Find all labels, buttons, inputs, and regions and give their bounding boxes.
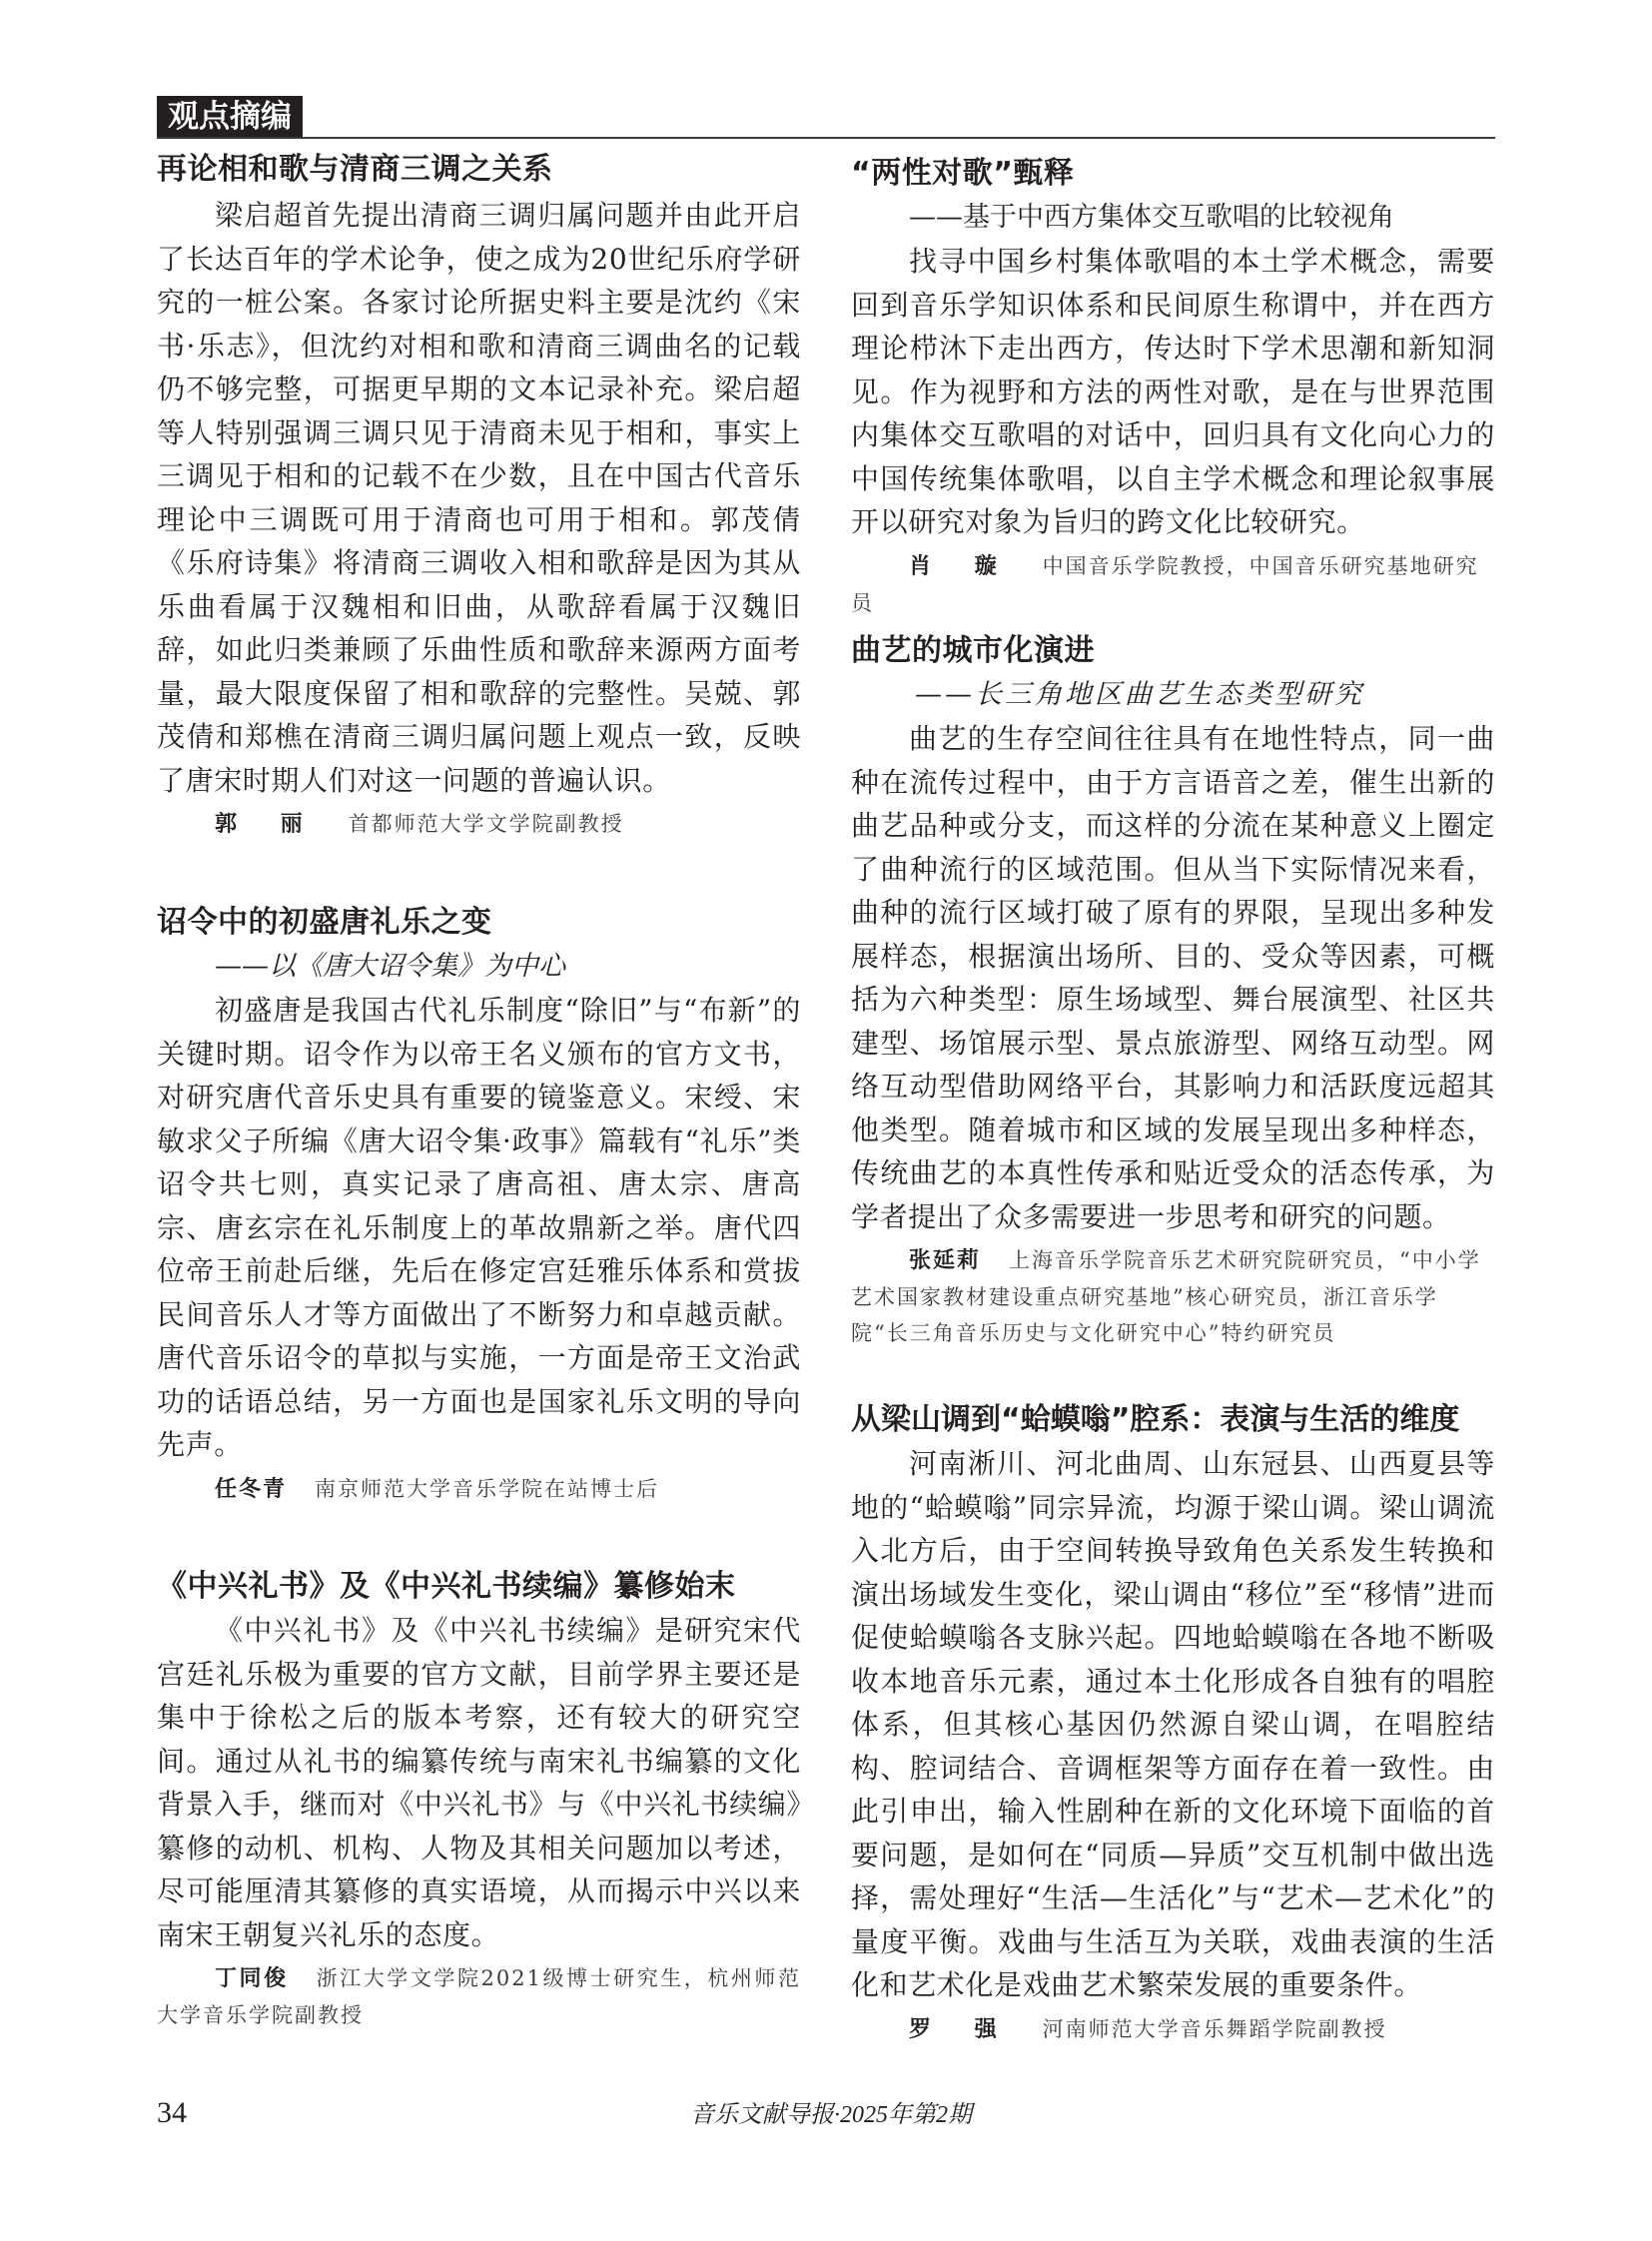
article-body: 找寻中国乡村集体歌唱的本土学术概念，需要回到音乐学知识体系和民间原生称谓中，并在西方理论栉沐下走出西方，传达时下学术思潮和新知洞见。作为视野和方法的两性对歌，是在与世界范围内集体交互歌唱的对话中，回归具有文化向心力的中国传统集体歌唱，以自主学术概念和理论叙事展开以研究对象为旨归的跨文化比较研究。 [851,245,1495,538]
article-byline [157,1960,801,2033]
article-body: 梁启超首先提出清商三调归属问题并由此开启了长达百年的学术论争，使之成为20世纪乐府学研究的一桩公案。各家讨论所据史料主要是沈约《宋书·乐志》，但沈约对相和歌和清商三调曲名的记载仍不够完整，可据更早期的文本记录补充。梁启超等人特别强调三调只见于清商未见于相和，事实上三调见于相和的记载不在少数，且在中国古代音乐理论中三调既可用于清商也可用于相和。郭茂倩《乐府诗集》将清商三调收入相和歌辞是因为其从乐曲看属于汉魏相和旧曲，从歌辞看属于汉魏旧辞，如此归类兼顾了乐曲性质和歌辞来源两方面考量，最大限度保留了相和歌辞的完整性。吴兢、郭茂倩和郑樵在清商三调归属问题上观点一致，反映了唐宋时期人们对这一问题的普遍认识。 [157,199,801,797]
article-subtitle: ——基于中西方集体交互歌唱的比较视角 [909,202,1394,233]
author-name: 肖 璇 [909,553,1015,579]
journal-issue: 音乐文献导报·2025年第2期 [690,2102,972,2128]
author-name: 丁同俊 [215,1966,289,1991]
article-title: 曲艺的城市化演进 [851,633,1095,668]
article-title: 再论相和歌与清商三调之关系 [157,152,553,187]
author-affiliation: 首都师范大学文学院副教授 [348,812,624,836]
article-body: 初盛唐是我国古代礼乐制度“除旧”与“布新”的关键时期。诏令作为以帝王名义颁布的官方文书，对研究唐代音乐史具有重要的镜鉴意义。宋绶、宋敏求父子所编《唐大诏令集·政事》篇载有“礼乐”类诏令共七则，真实记录了唐高祖、唐太宗、唐高宗、唐玄宗在礼乐制度上的革故鼎新之举。唐代四位帝王前赴后继，先后在修定宫廷雅乐体系和赏拔民间音乐人才等方面做出了不断努力和卓越贡献。唐代音乐诏令的草拟与实施，一方面是帝王文治武功的话语总结，另一方面也是国家礼乐文明的导向先声。 [157,994,801,1461]
section-divider [157,137,1495,139]
article-title: “两性对歌”甄释 [851,156,1075,191]
author-affiliation: 南京师范大学音乐学院在站博士后 [315,1476,660,1501]
article-5 [851,629,1495,1351]
author-name: 郭 丽 [215,812,321,837]
article-title: 《中兴礼书》及《中兴礼书续编》纂修始末 [157,1569,736,1604]
article-3 [157,1565,801,2033]
author-name: 任冬青 [215,1476,288,1502]
article-6 [851,1398,1495,2048]
article-byline [851,2011,1495,2048]
author-name: 罗 强 [909,2016,1015,2042]
article-1 [157,148,801,843]
page-number: 34 [157,2096,187,2129]
article-4 [851,152,1495,621]
section-label: 观点摘编 [157,96,303,139]
author-affiliation: 河南师范大学音乐舞蹈学院副教授 [1042,2016,1387,2041]
article-byline [157,806,801,843]
article-byline [157,1471,801,1508]
article-byline [851,1242,1495,1351]
article-title: 诏令中的初盛唐礼乐之变 [157,905,492,940]
article-body: 曲艺的生存空间往往具有在地性特点，同一曲种在流传过程中，由于方言语音之差，催生出新的曲艺品种或分支，而这样的分流在某种意义上圈定了曲种流行的区域范围。但从当下实际情况来看，曲种的流行区域打破了原有的界限，呈现出多种发展样态，根据演出场所、目的、受众等因素，可概括为六种类型：原生场域型、舞台展演型、社区共建型、场馆展示型、景点旅游型、网络互动型。网络互动型借助网络平台，其影响力和活跃度远超其他类型。随着城市和区域的发展呈现出多种样态，传统曲艺的本真性传承和贴近受众的活态传承，为学者提出了众多需要进一步思考和研究的问题。 [851,722,1495,1233]
article-body: 河南淅川、河北曲周、山东冠县、山西夏县等地的“蛤蟆嗡”同宗异流，均源于梁山调。梁山调流入北方后，由于空间转换导致角色关系发生转换和演出场域发生变化，梁山调由“移位”至“移情”进而促使蛤蟆嗡各支脉兴起。四地蛤蟆嗡在各地不断吸收本地音乐元素，通过本土化形成各自独有的唱腔体系，但其核心基因仍然源自梁山调，在唱腔结构、腔词结合、音调框架等方面存在着一致性。由此引申出，输入性剧种在新的文化环境下面临的首要问题，是如何在“同质—异质”交互机制中做出选择，需处理好“生活—生活化”与“艺术—艺术化”的量度平衡。戏曲与生活互为关联，戏曲表演的生活化和艺术化是戏曲艺术繁荣发展的重要条件。 [851,1447,1495,2001]
author-affiliation: 上海音乐学院音乐艺术研究院研究员，“中小学艺术国家教材建设重点研究基地”核心研究员，浙江音乐学院“长三角音乐历史与文化研究中心”特约研究员 [851,1248,1481,1345]
author-affiliation: 中国音乐学院教授，中国音乐研究基地研究员 [851,553,1479,615]
article-2 [157,901,801,1508]
article-title: 从梁山调到“蛤蟆嗡”腔系：表演与生活的维度 [851,1402,1460,1437]
author-name: 张延莉 [909,1248,982,1273]
article-subtitle: ——长三角地区曲艺生态类型研究 [915,679,1364,710]
article-subtitle: ——以《唐大诏令集》为中心 [215,951,565,982]
article-body: 《中兴礼书》及《中兴礼书续编》是研究宋代宫廷礼乐极为重要的官方文献，目前学界主要还是集中于徐松之后的版本考察，还有较大的研究空间。通过从礼书的编纂传统与南宋礼书编纂的文化背景入手，继而对《中兴礼书》与《中兴礼书续编》纂修的动机、机构、人物及其相关问题加以考述，尽可能厘清其纂修的真实语境，从而揭示中兴以来南宋王朝复兴礼乐的态度。 [157,1614,801,1951]
article-byline [851,548,1495,621]
author-affiliation: 浙江大学文学院2021级博士研究生，杭州师范大学音乐学院副教授 [157,1966,801,2027]
